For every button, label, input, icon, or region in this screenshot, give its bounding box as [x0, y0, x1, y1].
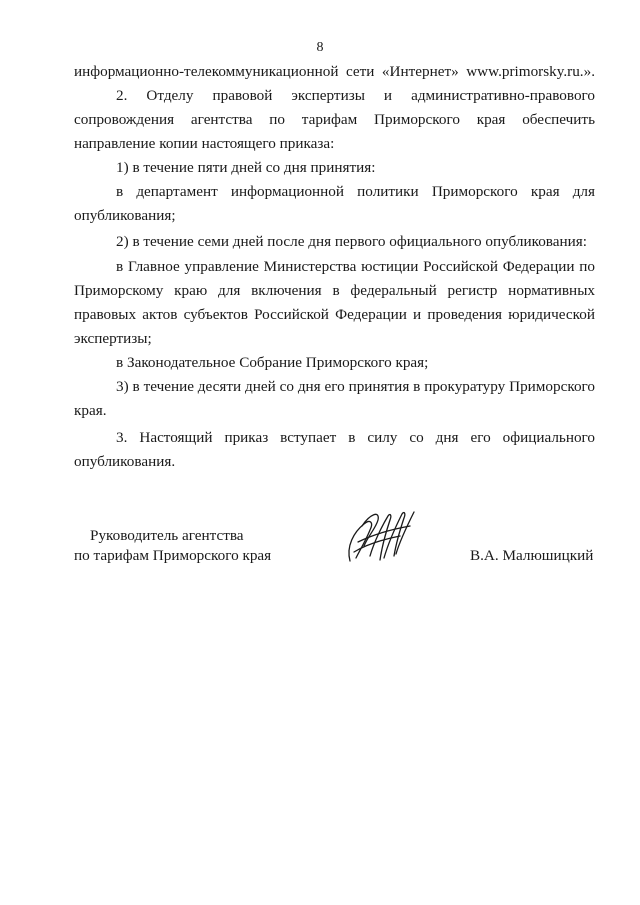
handwritten-signature [340, 506, 420, 568]
paragraph-line: в департамент информационной политики Приморского края для [116, 183, 595, 200]
paragraph-line: экспертизы; [74, 330, 152, 347]
paragraph-line: правовых актов субъектов Российской Федерации и проведения юридической [74, 306, 595, 323]
paragraph-line: Приморскому краю для включения в федеральный регистр нормативных [74, 282, 595, 299]
paragraph-line: 3. Настоящий приказ вступает в силу со дня его официального [116, 429, 595, 446]
paragraph-line: края. [74, 402, 107, 419]
signatory-position-line1: Руководитель агентства [90, 527, 244, 544]
page-number: 8 [316, 40, 324, 55]
paragraph-line: в Главное управление Министерства юстиции Российской Федерации по [116, 258, 595, 275]
signatory-position-line2: по тарифам Приморского края [74, 547, 272, 564]
paragraph-line: в Законодательное Собрание Приморского края; [116, 354, 429, 371]
paragraph-line: 2) в течение семи дней после дня первого официального опубликования: [116, 233, 587, 250]
paragraph-line: опубликования. [74, 453, 176, 470]
paragraph-line: информационно-телекоммуникационной сети «Интернет» www.primorsky.ru.». [74, 63, 595, 80]
paragraph-line: 3) в течение десяти дней со дня его принятия в прокуратуру Приморского [116, 378, 595, 395]
paragraph-line: 2. Отделу правовой экспертизы и административно-правового [116, 87, 595, 104]
paragraph-line: 1) в течение пяти дней со дня принятия: [116, 159, 376, 176]
paragraph-line: опубликования; [74, 207, 176, 224]
paragraph-line: сопровождения агентства по тарифам Приморского края обеспечить [74, 111, 595, 128]
signatory-name: В.А. Малюшицкий [470, 547, 594, 564]
paragraph-line: направление копии настоящего приказа: [74, 135, 335, 152]
